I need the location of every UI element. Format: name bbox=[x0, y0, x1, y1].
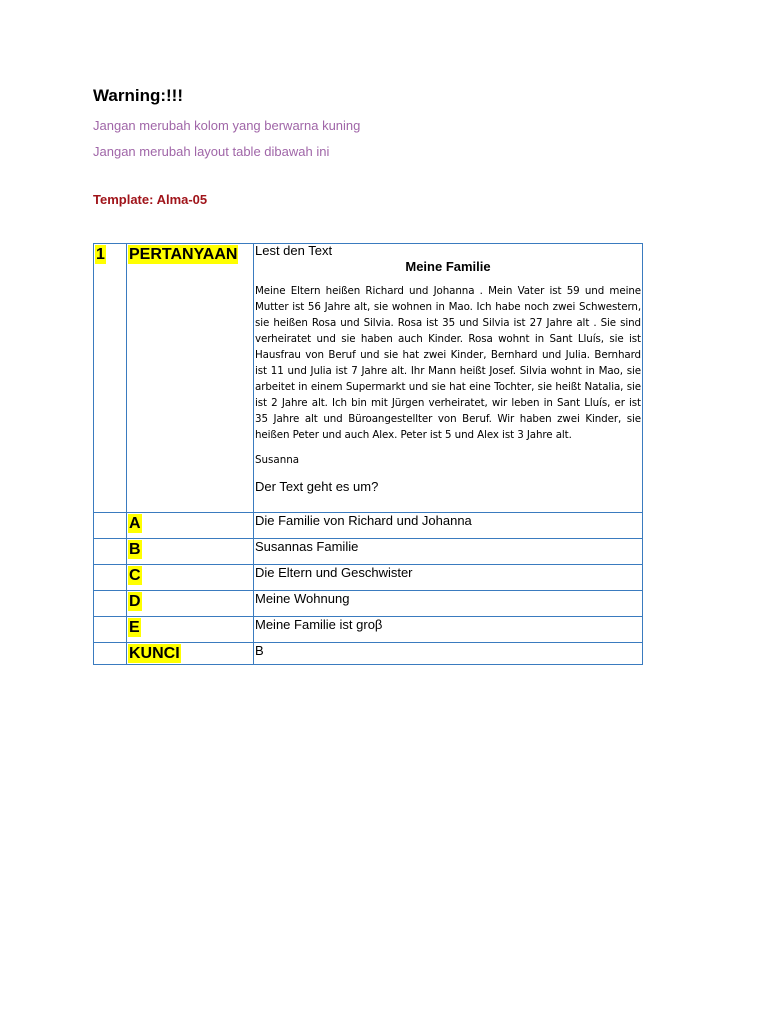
answer-key-value-cell bbox=[254, 643, 643, 665]
question-number-cell bbox=[94, 244, 127, 513]
option-text-a: Die Familie von Richard und Johanna bbox=[255, 513, 472, 528]
option-empty-cell bbox=[94, 513, 127, 539]
answer-key-label: KUNCI bbox=[129, 645, 180, 662]
instruction-note-columns: Jangan merubah kolom yang berwarna kuning bbox=[93, 118, 361, 133]
option-text-cell bbox=[254, 565, 643, 591]
question-label: PERTANYAAN bbox=[129, 246, 238, 263]
option-empty-cell bbox=[94, 565, 127, 591]
passage-signature: Susanna bbox=[255, 454, 300, 466]
answer-key-label-cell bbox=[127, 643, 254, 665]
option-text-b: Susannas Familie bbox=[255, 539, 359, 554]
option-letter-cell bbox=[127, 513, 254, 539]
option-letter-cell bbox=[127, 565, 254, 591]
option-row-d bbox=[94, 591, 643, 617]
template-label: Template: Alma-05 bbox=[93, 192, 208, 207]
option-text-e: Meine Familie ist groβ bbox=[255, 617, 383, 632]
question-prompt: Der Text geht es um? bbox=[255, 479, 379, 494]
option-row-a bbox=[94, 513, 643, 539]
option-row-c bbox=[94, 565, 643, 591]
reading-passage: Meine Eltern heißen Richard und Johanna . Mein Vater ist 59 und meine Mutter ist 56 Jahre alt, sie wohnen in Mao. Ich habe noch zwei Schwestern, sie heißen Rosa und Silvia. Rosa ist 35 und Silvia ist 27 Jahre alt . Sie sind verheiratet und sie haben auch Kinder. Rosa wohnt in Sant Lluís, sie ist Hausfrau von Beruf und sie hat zwei Kinder, Bernhard und Julia. Bernhard ist 11 und Julia ist 7 Jahre alt. Ihr Mann heißt Josef. Silvia wohnt in Mao, sie arbeitet in einem Supermarkt und sie hat eine Tochter, sie heißt Natalia, sie ist 2 Jahre alt. Ich bin mit Jürgen verheiratet, wir leben in Sant Lluís, er ist 35 Jahre alt und Büroangestellter von Beruf. Wir haben zwei Kinder, sie heißen Peter und auch Alex. Peter ist 5 und Alex ist 3 Jahre alt. bbox=[255, 285, 641, 441]
question-content-cell bbox=[254, 244, 643, 513]
option-empty-cell bbox=[94, 617, 127, 643]
option-text-cell bbox=[254, 617, 643, 643]
option-text-cell bbox=[254, 539, 643, 565]
option-row-b bbox=[94, 539, 643, 565]
option-letter-cell bbox=[127, 617, 254, 643]
option-letter-e: E bbox=[129, 619, 140, 636]
instruction-note-layout: Jangan merubah layout table dibawah ini bbox=[93, 144, 330, 159]
answer-key-empty-cell bbox=[94, 643, 127, 665]
answer-key-row bbox=[94, 643, 643, 665]
warning-title: Warning:!!! bbox=[93, 86, 184, 105]
option-letter-b: B bbox=[129, 541, 141, 558]
option-row-e bbox=[94, 617, 643, 643]
question-label-cell bbox=[127, 244, 254, 513]
option-letter-c: C bbox=[129, 567, 141, 584]
option-text-cell bbox=[254, 513, 643, 539]
option-letter-a: A bbox=[129, 515, 141, 532]
option-letter-d: D bbox=[129, 593, 141, 610]
option-empty-cell bbox=[94, 591, 127, 617]
option-text-d: Meine Wohnung bbox=[255, 591, 350, 606]
answer-key-value: B bbox=[255, 643, 264, 658]
passage-title: Meine Familie bbox=[405, 259, 491, 274]
question-number: 1 bbox=[96, 246, 105, 263]
question-intro: Lest den Text bbox=[255, 243, 333, 258]
question-row bbox=[94, 244, 643, 513]
option-text-c: Die Eltern und Geschwister bbox=[255, 565, 413, 580]
option-letter-cell bbox=[127, 591, 254, 617]
option-letter-cell bbox=[127, 539, 254, 565]
option-empty-cell bbox=[94, 539, 127, 565]
option-text-cell bbox=[254, 591, 643, 617]
question-table bbox=[93, 243, 643, 665]
